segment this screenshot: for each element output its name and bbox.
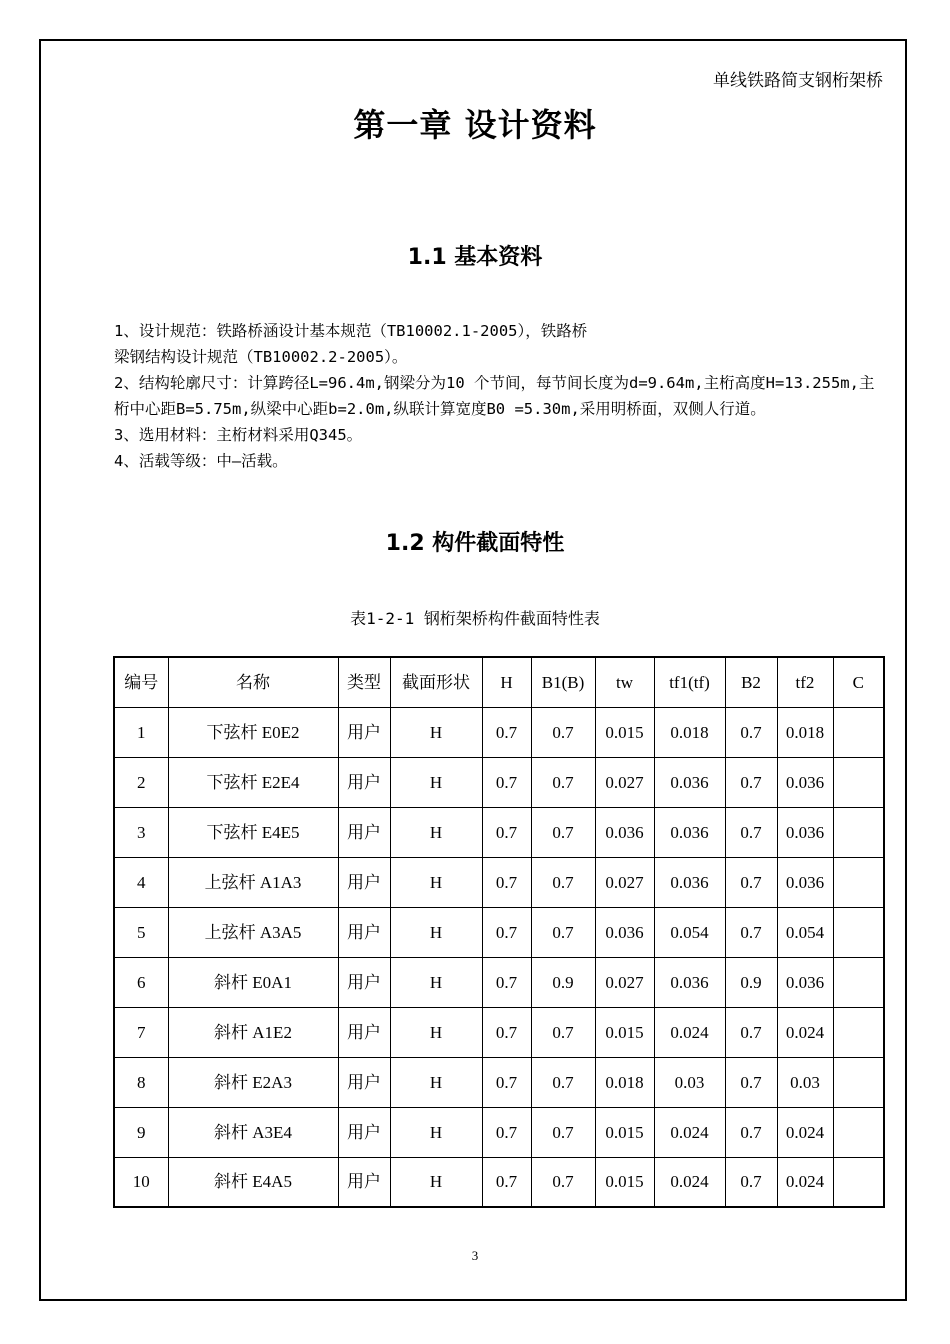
table-cell xyxy=(833,1057,884,1107)
column-header: H xyxy=(482,657,531,707)
table-cell: 0.7 xyxy=(531,1057,595,1107)
table-cell: 0.015 xyxy=(595,1007,654,1057)
table-cell: 0.054 xyxy=(654,907,725,957)
table-cell: 0.7 xyxy=(482,1107,531,1157)
table-cell: 0.7 xyxy=(482,1057,531,1107)
table-cell: H xyxy=(390,707,482,757)
table-row xyxy=(114,757,884,807)
table-cell xyxy=(833,807,884,857)
table-cell: 0.027 xyxy=(595,957,654,1007)
table-row xyxy=(114,1107,884,1157)
table-cell xyxy=(833,1157,884,1207)
table-cell: 0.015 xyxy=(595,1107,654,1157)
paragraph: 4、活载等级：中—活载。 xyxy=(114,452,288,470)
table-cell: 0.024 xyxy=(654,1007,725,1057)
table-cell: H xyxy=(390,1107,482,1157)
table-cell: 3 xyxy=(114,807,168,857)
table-cell: 用户 xyxy=(338,1157,390,1207)
table-cell: H xyxy=(390,1057,482,1107)
table-body xyxy=(114,707,884,1207)
table-cell: 0.7 xyxy=(482,1157,531,1207)
table-cell: 0.7 xyxy=(725,907,777,957)
table-cell: 0.036 xyxy=(595,907,654,957)
table-cell: 0.7 xyxy=(725,707,777,757)
table-cell: 0.027 xyxy=(595,857,654,907)
table-row xyxy=(114,957,884,1007)
paragraph: 梁钢结构设计规范（TB10002.2-2005）。 xyxy=(114,348,408,366)
table-cell: 0.9 xyxy=(531,957,595,1007)
table-cell: 0.018 xyxy=(777,707,833,757)
table-cell xyxy=(833,757,884,807)
table-cell: 0.7 xyxy=(725,807,777,857)
table-cell: 0.7 xyxy=(725,757,777,807)
table-cell: 0.7 xyxy=(482,857,531,907)
table-cell: 0.7 xyxy=(531,1107,595,1157)
column-header: C xyxy=(833,657,884,707)
table-cell: 0.7 xyxy=(482,907,531,957)
column-header: tf2 xyxy=(777,657,833,707)
table-cell: 用户 xyxy=(338,1007,390,1057)
table-caption: 表1-2-1 钢桁架桥构件截面特性表 xyxy=(350,609,600,628)
table-cell xyxy=(833,1007,884,1057)
table-cell xyxy=(833,957,884,1007)
table-cell: 4 xyxy=(114,857,168,907)
table-cell xyxy=(833,707,884,757)
table-cell: 0.015 xyxy=(595,707,654,757)
table-cell: 斜杆 E0A1 xyxy=(168,957,338,1007)
table-cell: 0.7 xyxy=(531,707,595,757)
table-row xyxy=(114,1057,884,1107)
column-header: tw xyxy=(595,657,654,707)
table-cell: 用户 xyxy=(338,757,390,807)
table-cell: H xyxy=(390,957,482,1007)
table-cell: H xyxy=(390,907,482,957)
table-cell: 用户 xyxy=(338,707,390,757)
table-cell: 8 xyxy=(114,1057,168,1107)
table-cell: 0.018 xyxy=(595,1057,654,1107)
table-cell: 0.036 xyxy=(654,757,725,807)
table-cell: 0.7 xyxy=(482,757,531,807)
table-cell: 0.7 xyxy=(531,757,595,807)
table-cell: 0.024 xyxy=(777,1007,833,1057)
table-cell: 0.7 xyxy=(725,1057,777,1107)
table-cell: 0.054 xyxy=(777,907,833,957)
table-row xyxy=(114,907,884,957)
table-cell: H xyxy=(390,857,482,907)
column-header: 名称 xyxy=(168,657,338,707)
section-properties-table xyxy=(113,656,885,1208)
table-cell: 0.7 xyxy=(531,807,595,857)
column-header: 编号 xyxy=(114,657,168,707)
table-cell: 0.036 xyxy=(777,807,833,857)
table-cell: 0.7 xyxy=(725,1157,777,1207)
table-cell: 0.7 xyxy=(531,857,595,907)
table-cell: 0.036 xyxy=(595,807,654,857)
table-cell: 斜杆 E2A3 xyxy=(168,1057,338,1107)
table-cell: 5 xyxy=(114,907,168,957)
table-cell: 0.03 xyxy=(654,1057,725,1107)
table-cell: 1 xyxy=(114,707,168,757)
column-header: 截面形状 xyxy=(390,657,482,707)
table-cell: 用户 xyxy=(338,1057,390,1107)
column-header: tf1(tf) xyxy=(654,657,725,707)
table-cell: 2 xyxy=(114,757,168,807)
table-cell: 0.024 xyxy=(777,1107,833,1157)
column-header: B1(B) xyxy=(531,657,595,707)
table-cell: 0.036 xyxy=(777,757,833,807)
table-cell: 用户 xyxy=(338,957,390,1007)
table-cell: 用户 xyxy=(338,1107,390,1157)
table-cell: 0.018 xyxy=(654,707,725,757)
table-header xyxy=(114,657,884,707)
paragraph: 1、设计规范：铁路桥涵设计基本规范（TB10002.1-2005），铁路桥 xyxy=(114,322,588,340)
table-cell: 上弦杆 A3A5 xyxy=(168,907,338,957)
table-cell: 6 xyxy=(114,957,168,1007)
table-header-row xyxy=(114,657,884,707)
table-row xyxy=(114,707,884,757)
table-cell: 0.7 xyxy=(725,1107,777,1157)
table-cell: H xyxy=(390,1007,482,1057)
table-cell: 0.027 xyxy=(595,757,654,807)
table-cell: 下弦杆 E0E2 xyxy=(168,707,338,757)
table-cell: 0.036 xyxy=(654,957,725,1007)
table-cell: H xyxy=(390,1157,482,1207)
table-cell: 0.7 xyxy=(531,907,595,957)
table-row xyxy=(114,1157,884,1207)
table-cell: 0.7 xyxy=(482,1007,531,1057)
table-cell: 0.03 xyxy=(777,1057,833,1107)
table-row xyxy=(114,807,884,857)
table-row xyxy=(114,1007,884,1057)
table-cell: 10 xyxy=(114,1157,168,1207)
table-cell: 0.7 xyxy=(725,1007,777,1057)
table-cell: 用户 xyxy=(338,857,390,907)
table-cell: 0.036 xyxy=(654,857,725,907)
column-header: 类型 xyxy=(338,657,390,707)
table-cell: 用户 xyxy=(338,907,390,957)
table-cell: 0.024 xyxy=(777,1157,833,1207)
column-header: B2 xyxy=(725,657,777,707)
table-cell: 下弦杆 E4E5 xyxy=(168,807,338,857)
section-title-basic-info: 1.1 基本资料 xyxy=(407,245,543,270)
table-row xyxy=(114,857,884,907)
basic-info-body xyxy=(114,318,886,474)
table-cell: 0.015 xyxy=(595,1157,654,1207)
table-cell: 0.024 xyxy=(654,1157,725,1207)
table-cell: 斜杆 A3E4 xyxy=(168,1107,338,1157)
table-cell xyxy=(833,857,884,907)
table-cell: 0.7 xyxy=(725,857,777,907)
table-cell: 0.7 xyxy=(482,707,531,757)
section-title-section-properties: 1.2 构件截面特性 xyxy=(385,531,565,556)
table-cell: H xyxy=(390,807,482,857)
table-cell: 0.9 xyxy=(725,957,777,1007)
table-cell: 0.7 xyxy=(482,957,531,1007)
table-cell: 上弦杆 A1A3 xyxy=(168,857,338,907)
page-number: 3 xyxy=(471,1248,479,1263)
table-cell: 斜杆 A1E2 xyxy=(168,1007,338,1057)
table-cell: 9 xyxy=(114,1107,168,1157)
table-cell: 7 xyxy=(114,1007,168,1057)
paragraph: 3、选用材料：主桁材料采用Q345。 xyxy=(114,426,363,444)
table-cell xyxy=(833,907,884,957)
table-cell: 斜杆 E4A5 xyxy=(168,1157,338,1207)
table-cell: 0.7 xyxy=(531,1007,595,1057)
table-cell: 0.7 xyxy=(482,807,531,857)
table-cell: 0.036 xyxy=(777,857,833,907)
table-cell: 0.024 xyxy=(654,1107,725,1157)
chapter-title: 第一章 设计资料 xyxy=(353,106,597,144)
running-header: 单线铁路简支钢桁架桥 xyxy=(713,71,883,91)
table-cell: 0.036 xyxy=(654,807,725,857)
table-cell: 用户 xyxy=(338,807,390,857)
paragraph: 2、结构轮廓尺寸：计算跨径L=96.4m,钢梁分为10 个节间，每节间长度为d=9.64m,主桁高度H=13.255m,主桁中心距B=5.75m,纵梁中心距b=2.0m,纵联计算宽度B0 =5.30m,采用明桥面，双侧人行道。 xyxy=(114,374,875,418)
table-cell: 0.7 xyxy=(531,1157,595,1207)
table-cell xyxy=(833,1107,884,1157)
table-cell: 0.036 xyxy=(777,957,833,1007)
table-cell: H xyxy=(390,757,482,807)
table-cell: 下弦杆 E2E4 xyxy=(168,757,338,807)
